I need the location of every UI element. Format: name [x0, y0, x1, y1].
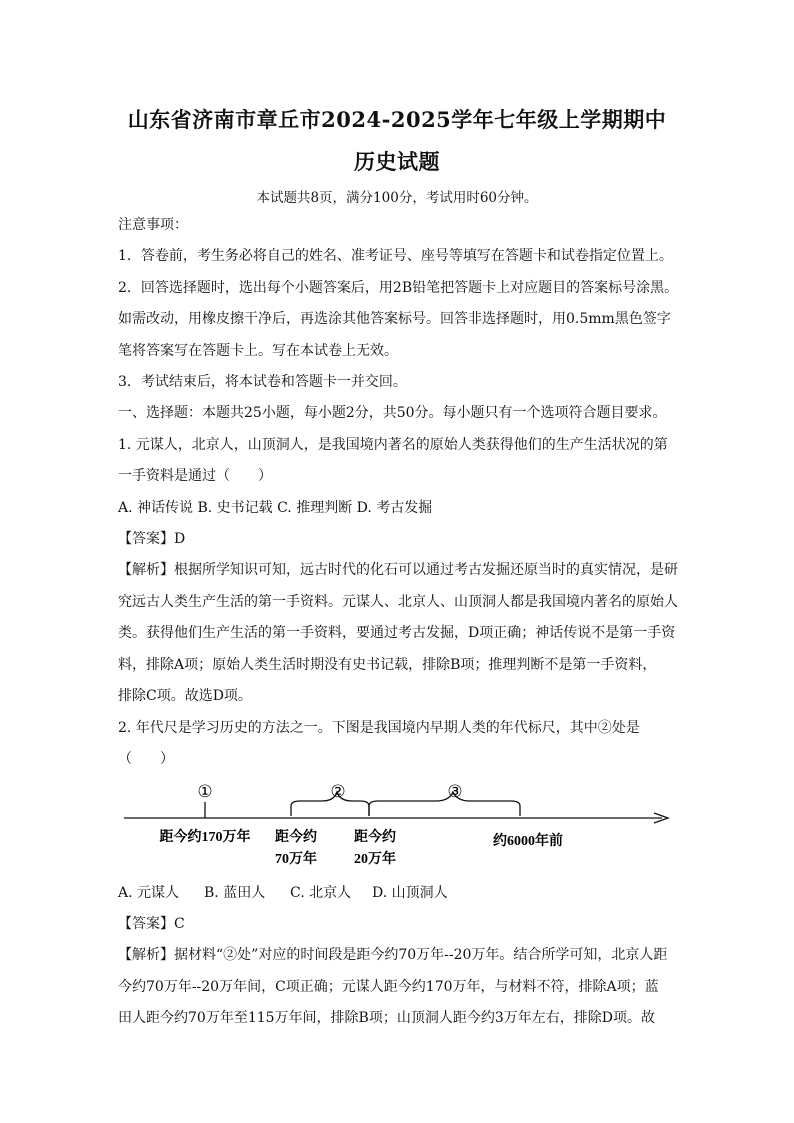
q1-analysis-line-2: 究远古人类生产生活的第一手资料。元谋人、北京人、山顶洞人都是我国境内著名的原始人	[118, 594, 678, 610]
exam-info: 本试题共8页，满分100分，考试用时60分钟。	[256, 190, 538, 206]
q2-analysis-line-1: 【解析】据材料“②处”对应的时间段是距今约70万年--20万年。结合所学可知，北京人距	[118, 947, 668, 963]
note-item-3: 3．考试结束后，将本试卷和答题卡一并交回。	[118, 374, 407, 390]
q2-options	[118, 884, 448, 902]
timeline-diagram	[110, 776, 680, 872]
q2-analysis-line-3: 田人距今约70万年至115万年间，排除B项；山顶洞人距今约3万年左右，排除D项。故	[118, 1010, 655, 1026]
q2-option-d: D. 山顶洞人	[372, 885, 448, 901]
label-20-line-2: 20万年	[354, 852, 396, 867]
q2-option-b: B. 蓝田人	[204, 885, 266, 901]
marker-3: ③	[447, 782, 463, 801]
marker-1: ①	[197, 782, 213, 801]
label-70-line-2: 70万年	[275, 852, 317, 867]
notes-heading: 注意事项：	[118, 217, 188, 233]
subject-title: 历史试题	[354, 149, 440, 174]
section-heading: 一、选择题：本题共25小题，每小题2分，共50分。每小题只有一个选项符合题目要求。	[118, 405, 667, 421]
label-20-line-1: 距今约	[354, 830, 396, 845]
note-item-2-line-2: 如需改动，用橡皮擦干净后，再选涂其他答案标号。回答非选择题时，用0.5mm黑色签字	[118, 311, 671, 327]
q2-stem-line-2: （ ）	[118, 751, 174, 767]
note-item-2-line-3: 笔将答案写在答题卡上。写在本试卷上无效。	[118, 343, 398, 359]
q1-stem-line-2: 一手资料是通过（ ）	[118, 468, 272, 484]
q2-answer: 【答案】C	[118, 916, 185, 932]
q1-options: A. 神话传说 B. 史书记载 C. 推理判断 D. 考古发掘	[118, 500, 433, 516]
q2-analysis-line-2: 今约70万年--20万年间，C项正确；元谋人距今约170万年，与材料不符，排除A项；蓝	[118, 979, 659, 995]
note-item-1: 1．答卷前，考生务必将自己的姓名、准考证号、座号等填写在答题卡和试卷指定位置上。	[118, 248, 673, 264]
page-title: 山东省济南市章丘市2024-2025学年七年级上学期期中	[127, 107, 667, 132]
q1-answer: 【答案】D	[118, 531, 186, 547]
q1-analysis-line-5: 排除C项。故选D项。	[118, 688, 252, 704]
q2-stem-line-1: 2. 年代尺是学习历史的方法之一。下图是我国境内早期人类的年代标尺，其中②处是	[118, 720, 640, 736]
q1-analysis-line-1: 【解析】根据所学知识可知，远古时代的化石可以通过考古发掘还原当时的真实情况，是研	[118, 562, 678, 578]
q1-analysis-line-3: 类。获得他们生产生活的第一手资料，要通过考古发掘，D项正确；神话传说不是第一手资	[118, 625, 676, 641]
label-6000: 约6000年前	[493, 834, 563, 849]
q1-stem-line-1: 1. 元谋人，北京人，山顶洞人，是我国境内著名的原始人类获得他们的生产生活状况的第	[118, 437, 668, 453]
bracket-3	[369, 792, 520, 816]
note-item-2-line-1: 2．回答选择题时，选出每个小题答案后，用2B铅笔把答题卡上对应题目的答案标号涂黑。	[118, 280, 679, 296]
label-170: 距今约170万年	[159, 830, 251, 845]
q2-option-a: A. 元谋人	[118, 885, 180, 901]
label-70-line-1: 距今约	[275, 830, 317, 845]
marker-2: ②	[330, 782, 346, 801]
q1-analysis-line-4: 料，排除A项；原始人类生活时期没有史书记载，排除B项；推理判断不是第一手资料，	[118, 657, 657, 673]
q2-option-c: C. 北京人	[290, 885, 352, 901]
